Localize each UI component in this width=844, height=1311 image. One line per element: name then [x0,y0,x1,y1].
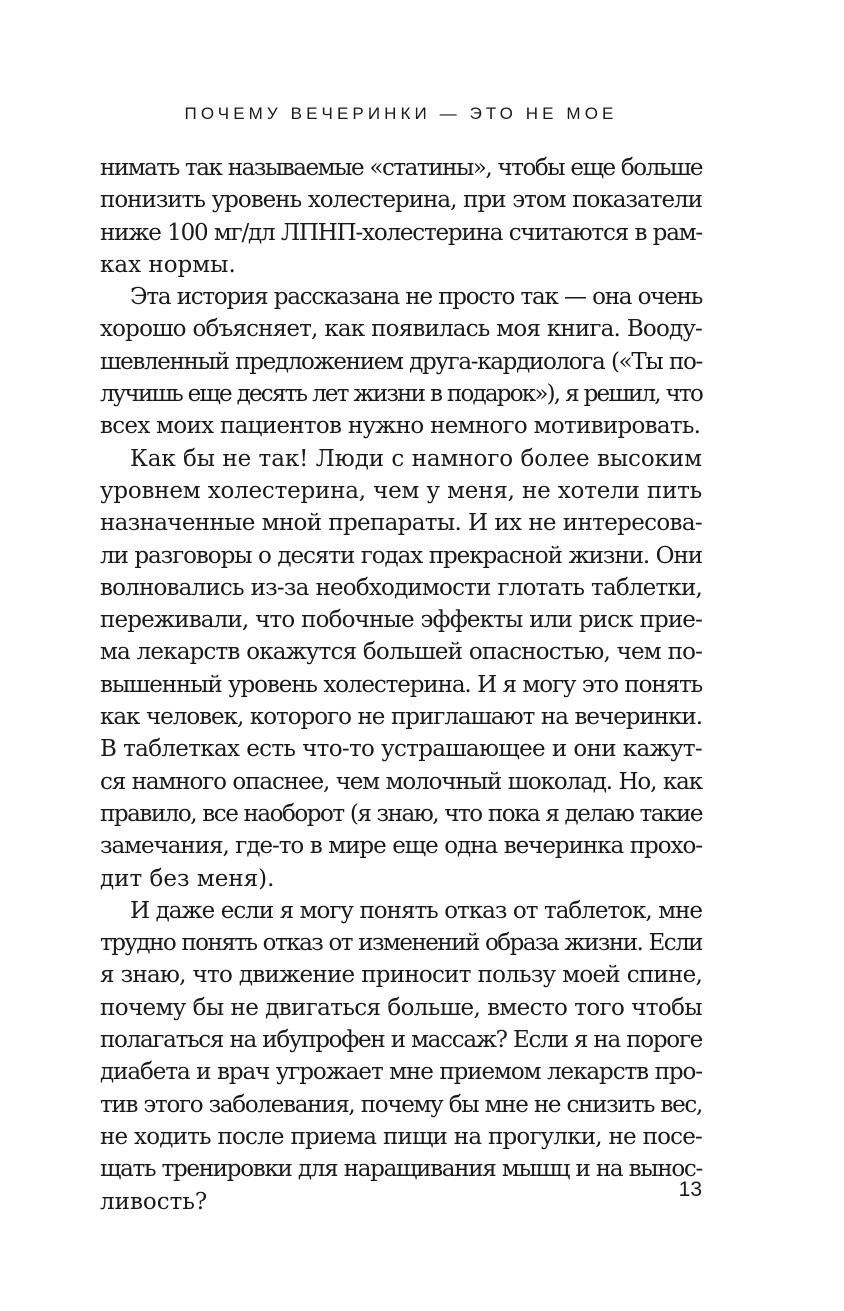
paragraph [100,443,702,895]
text-line: не ходить после приема пищи на прогулки, не посе- [100,1123,702,1150]
text-line: нимать так называемые «статины», чтобы еще больше [100,155,702,181]
text-line: И даже если я могу понять отказ от таблеток, мне [130,897,702,924]
text-line: ся намного опаснее, чем молочный шоколад. Но, как [100,768,702,795]
text-line: правило, все наоборот (я знаю, что пока я делаю такие [100,800,702,827]
text-line: волновались из-за необходимости глотать таблетки, [100,574,702,601]
text-line: как человек, которого не приглашают на вечеринки. [100,704,702,731]
paragraph [100,281,702,442]
text-line: трудно понять отказ от изменений образа жизни. Если [100,930,702,957]
text-line: замечания, где-то в мире еще одна вечеринка прохо- [100,833,702,860]
text-line: вышенный уровень холестерина. И я могу это понять [100,671,702,698]
text-line: ниже 100 мг/дл ЛПНП-холестерина считаются в рам- [100,219,702,246]
paragraph [100,895,702,1218]
text-line: переживали, что побочные эффекты или риск прие- [100,607,702,634]
text-line: я знаю, что движение приносит пользу моей спине, [100,962,702,989]
text-line: назначенные мной препараты. И их не интересова- [100,510,702,537]
text-line: хорошо объясняет, как появилась моя книга. Вооду- [100,316,702,343]
page-number: 13 [678,1178,702,1201]
text-line: полагаться на ибупрофен и массаж? Если я на пороге [100,1027,702,1054]
text-line: понизить уровень холестерина, при этом показатели [100,187,702,214]
text-line: тив этого заболевания, почему бы мне не снизить вес, [100,1091,702,1118]
running-header: ПОЧЕМУ ВЕЧЕРИНКИ — ЭТО НЕ МОЕ [184,104,618,123]
text-line: шевленный предложением друга-кардиолога («Ты по- [100,348,702,375]
text-line: щать тренировки для наращивания мышц и на вынос- [100,1156,702,1183]
text-line: ли разговоры о десяти годах прекрасной жизни. Они [100,542,702,569]
text-line: дит без меня). [100,865,275,892]
text-line: Как бы не так! Люди с намного более высоким [130,445,702,472]
body-text [100,152,702,1218]
text-line: Эта история рассказана не просто так — она очень [130,284,702,311]
text-line: лучишь еще десять лет жизни в подарок»), я решил, что [100,381,702,408]
text-line: диабета и врач угрожает мне приемом лекарств про- [100,1059,702,1086]
text-line: ма лекарств окажутся большей опасностью, чем по- [100,639,702,666]
text-line: ках нормы. [100,251,236,278]
text-line: всех моих пациентов нужно немного мотивировать. [100,413,701,440]
text-line: ливость? [100,1188,208,1215]
text-line: В таблетках есть что-то устрашающее и они кажут- [100,736,702,763]
paragraph [100,152,702,281]
text-line: почему бы не двигаться больше, вместо того чтобы [100,994,702,1021]
text-line: уровнем холестерина, чем у меня, не хотели пить [100,477,702,504]
